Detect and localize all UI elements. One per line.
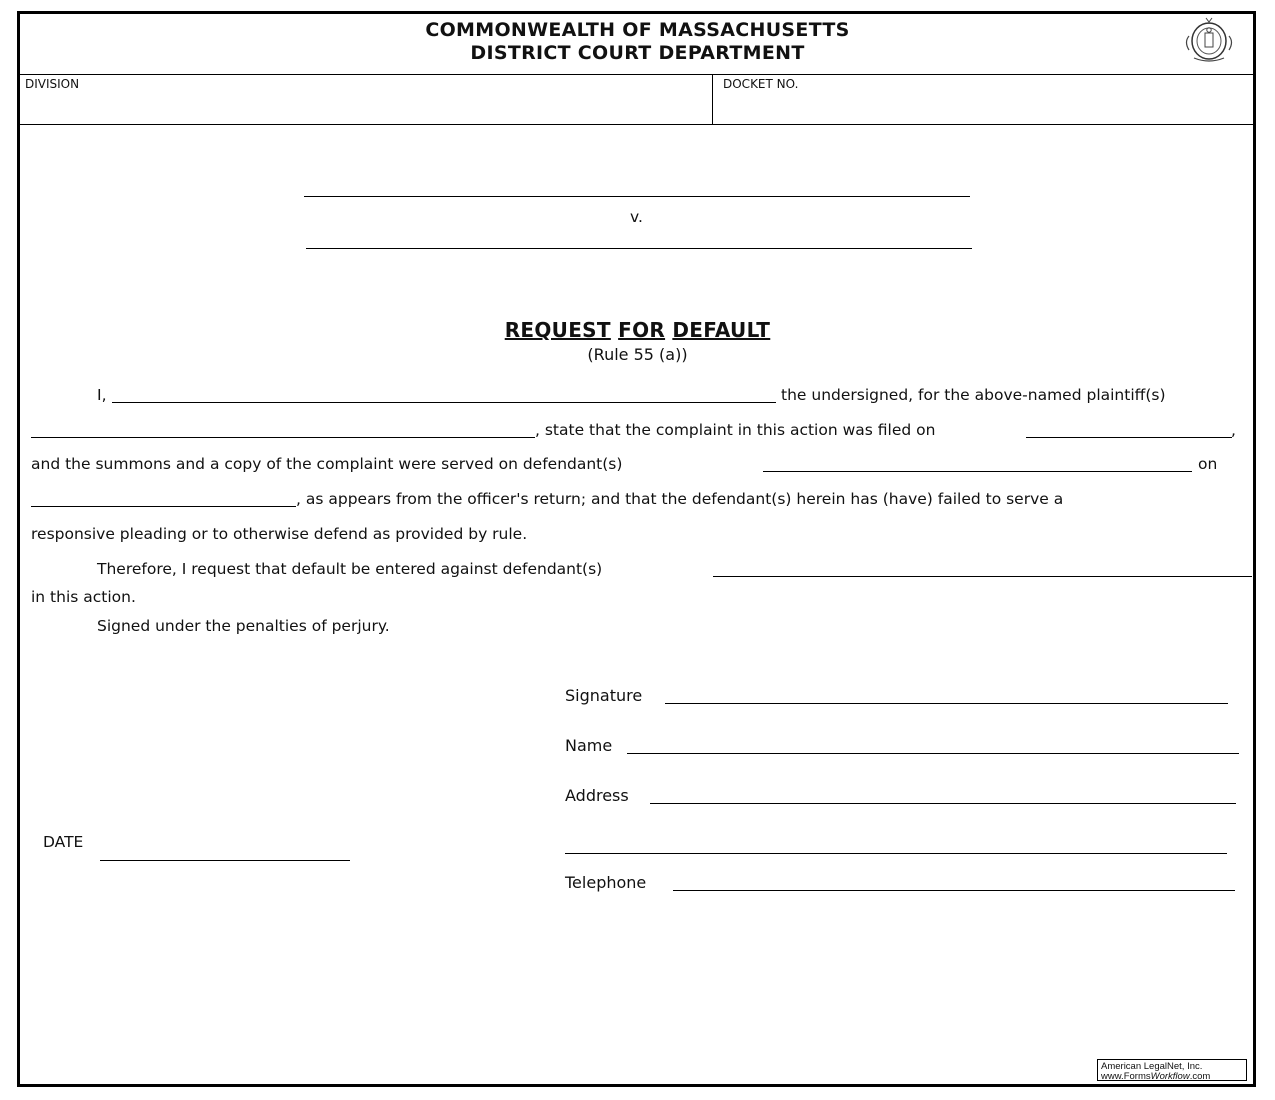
state-seal-icon — [1180, 14, 1238, 64]
versus-label: v. — [630, 208, 643, 226]
date-blank[interactable] — [100, 860, 350, 861]
fields-separator — [712, 74, 713, 125]
body-l3-end: on — [1198, 455, 1218, 473]
telephone-label: Telephone — [565, 873, 647, 892]
name-blank[interactable] — [627, 753, 1239, 754]
telephone-blank[interactable] — [673, 890, 1235, 891]
body-l5-text: responsive pleading or to otherwise defend as provided by rule. — [31, 525, 528, 543]
form-frame — [17, 11, 1256, 1087]
fields-divider — [20, 124, 1254, 125]
publisher-box — [1097, 1059, 1247, 1081]
publisher-name: American LegalNet, Inc. — [1101, 1061, 1203, 1072]
body-l4-text: , as appears from the officer's return; and that the defendant(s) herein has (have) failed to serve a — [296, 490, 1064, 508]
address-line2-blank[interactable] — [565, 853, 1227, 854]
division-label: DIVISION — [25, 77, 80, 91]
title-word-default: DEFAULT — [672, 318, 771, 342]
served-defendant-blank[interactable] — [763, 471, 1192, 472]
body-l6-text: Therefore, I request that default be entered against defendant(s) — [97, 560, 603, 578]
plaintiff-blank[interactable] — [304, 196, 970, 197]
signature-blank[interactable] — [665, 703, 1228, 704]
address-blank[interactable] — [650, 803, 1236, 804]
publisher-url: www.FormsWorkflow.com — [1101, 1070, 1211, 1082]
header-divider — [20, 74, 1254, 75]
body-l3-text: and the summons and a copy of the complaint were served on defendant(s) — [31, 455, 623, 473]
body-l2-end: , — [1231, 421, 1236, 439]
served-date-blank[interactable] — [31, 506, 296, 507]
defendant-blank[interactable] — [306, 248, 972, 249]
name-label: Name — [565, 736, 613, 755]
form-title — [0, 318, 1275, 342]
attorney-name-blank[interactable] — [112, 402, 776, 403]
docket-label: DOCKET NO. — [723, 77, 799, 91]
form-rule: (Rule 55 (a)) — [587, 345, 688, 364]
signature-label: Signature — [565, 686, 643, 705]
default-defendant-blank[interactable] — [713, 576, 1252, 577]
filed-date-blank[interactable] — [1026, 437, 1232, 438]
body-l2-text: , state that the complaint in this action was filed on — [535, 421, 936, 439]
body-l7-text: in this action. — [31, 588, 136, 606]
title-word-for: FOR — [618, 318, 666, 342]
body-l8-text: Signed under the penalties of perjury. — [97, 617, 390, 635]
body-l1-suffix: the undersigned, for the above-named plaintiff(s) — [781, 386, 1166, 404]
header-court-department: DISTRICT COURT DEPARTMENT — [470, 42, 805, 64]
header-commonwealth: COMMONWEALTH OF MASSACHUSETTS — [425, 19, 850, 41]
address-label: Address — [565, 786, 629, 805]
plaintiff-names-blank[interactable] — [31, 437, 535, 438]
body-l1-prefix: I, — [97, 386, 107, 404]
date-label: DATE — [43, 833, 84, 851]
title-word-request: REQUEST — [504, 318, 611, 342]
